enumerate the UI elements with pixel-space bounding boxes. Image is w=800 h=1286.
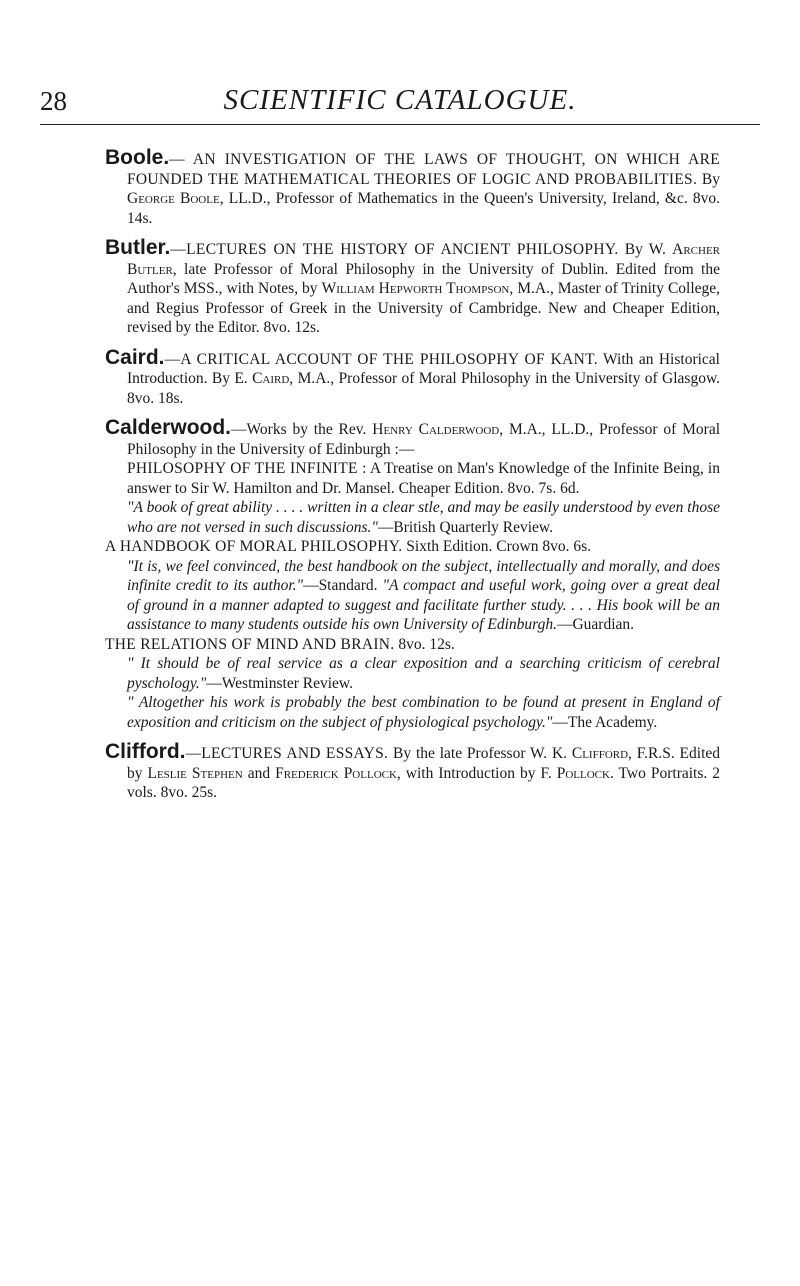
- work-description: A Treatise on Man's Knowledge of the Infinite Being, in answer to Sir W. Hamilton and Dr. Mansel. Cheaper Edition. 8vo. 7s. 6d.: [127, 460, 720, 497]
- entry-description: With an Historical Introduction. By E.: [127, 350, 720, 387]
- entry-description-2: M.A., Master of Trinity College, and Regius Professor of Greek in the University of Cambridge. New and Cheaper Edition, revised by the Editor. 8vo. 12s.: [127, 280, 721, 336]
- entry-author: George Boole,: [127, 190, 224, 207]
- entry-by: By W.: [624, 241, 666, 258]
- review-source: —Standard.: [303, 577, 378, 594]
- entry-description-3: and: [247, 764, 271, 782]
- review-source: —The Academy.: [552, 713, 658, 731]
- entry-description-4: with Introduction by F.: [405, 764, 552, 782]
- entry-author: Clifford,: [571, 745, 632, 762]
- entry-description-5: Two Portraits. 2 vols. 8vo. 25s.: [127, 764, 721, 801]
- work-title: A HANDBOOK OF MORAL PHILOSOPHY.: [105, 538, 403, 555]
- entry-author: Archer Butler,: [127, 241, 721, 278]
- entry-description-2: M.A., LL.D., Professor of Moral Philosophy in the University of Edinburgh :—: [127, 421, 721, 458]
- entry-title: — AN INVESTIGATION OF THE LAWS OF THOUGHT, ON WHICH ARE FOUNDED THE MATHEMATICAL THEORIES OF LOGIC AND PROBABILITIES.: [127, 151, 720, 188]
- entry-heading: Calderwood.: [105, 416, 232, 439]
- entry-heading: Boole.: [105, 146, 170, 169]
- entry-heading: Caird.: [105, 345, 165, 369]
- entry-description-2: F.R.S. Edited by: [127, 745, 721, 782]
- sub-work-philosophy-infinite: [105, 459, 720, 537]
- review-quote: " Altogether his work is probably the best combination to be found at present in England of exposition and criticism on the subject of physiological psychology.": [127, 694, 720, 731]
- review-source: —Westminster Review.: [206, 674, 353, 692]
- work-description: Sixth Edition. Crown 8vo. 6s.: [406, 538, 591, 555]
- catalogue-entry-clifford: [105, 742, 720, 803]
- entry-title: —A CRITICAL ACCOUNT OF THE PHILOSOPHY OF KANT.: [164, 350, 598, 368]
- catalogue-entry-caird: [105, 345, 721, 409]
- work-description: 8vo. 12s.: [398, 635, 455, 653]
- entry-description: LL.D., Professor of Mathematics in the Queen's University, Ireland, &c. 8vo. 14s.: [127, 190, 720, 227]
- entry-editor-2: Frederick Pollock,: [275, 764, 401, 782]
- review-quote: "It is, we feel convinced, the best handbook on the subject, intellectually and morally, and does infinite credit to its author.": [127, 557, 720, 594]
- entry-heading: Clifford.: [105, 740, 186, 763]
- entry-editor: William Hepworth Thompson,: [321, 280, 514, 297]
- sub-work-mind-brain: [105, 635, 720, 733]
- work-title: PHILOSOPHY OF THE INFINITE :: [127, 460, 367, 477]
- review-source: —British Quarterly Review.: [377, 518, 553, 536]
- review-source: —Guardian.: [556, 616, 635, 633]
- page-header: [40, 84, 760, 125]
- catalogue-entry-butler: [105, 238, 720, 338]
- entry-description-2: M.A., Professor of Moral Philosophy in the University of Glasgow. 8vo. 18s.: [127, 370, 721, 407]
- catalogue-body: [105, 148, 720, 813]
- entry-title: —LECTURES AND ESSAYS.: [185, 745, 389, 762]
- entry-by: By: [701, 170, 721, 188]
- entry-description: —Works by the Rev.: [231, 421, 367, 438]
- entry-description: late Professor of Moral Philosophy in the University of Dublin. Edited from the Author's MSS., with Notes, by: [127, 260, 720, 297]
- review-quote: "A compact and useful work, going over a great deal of ground in a manner adapted to suggest and facilitate further study. . . . His book will be an assistance to many students outside his own University of Edinburgh.: [127, 577, 720, 633]
- catalogue-entry-boole: [105, 148, 720, 228]
- page-number: 28: [40, 86, 67, 116]
- review-quote: " It should be of real service as a clear exposition and a searching criticism of cerebral pyschology.": [127, 655, 720, 692]
- entry-introducer: Pollock.: [556, 764, 614, 782]
- work-title: THE RELATIONS OF MIND AND BRAIN.: [105, 635, 395, 653]
- entry-author: Caird,: [252, 370, 294, 387]
- catalogue-entry-calderwood: [105, 418, 720, 732]
- review-quote: "A book of great ability . . . . written in a clear stle, and may be easily understood by even those who are not versed in such discussions.": [127, 499, 720, 536]
- entry-heading: Butler.: [105, 236, 171, 259]
- entry-description: By the late Professor W. K.: [393, 745, 568, 762]
- entry-title: —LECTURES ON THE HISTORY OF ANCIENT PHILOSOPHY.: [170, 241, 619, 258]
- entry-editor: Leslie Stephen: [147, 764, 243, 782]
- entry-author: Henry Calderwood,: [372, 421, 504, 438]
- running-head: SCIENTIFIC CATALOGUE.: [223, 84, 577, 116]
- sub-work-handbook-moral: [105, 537, 720, 635]
